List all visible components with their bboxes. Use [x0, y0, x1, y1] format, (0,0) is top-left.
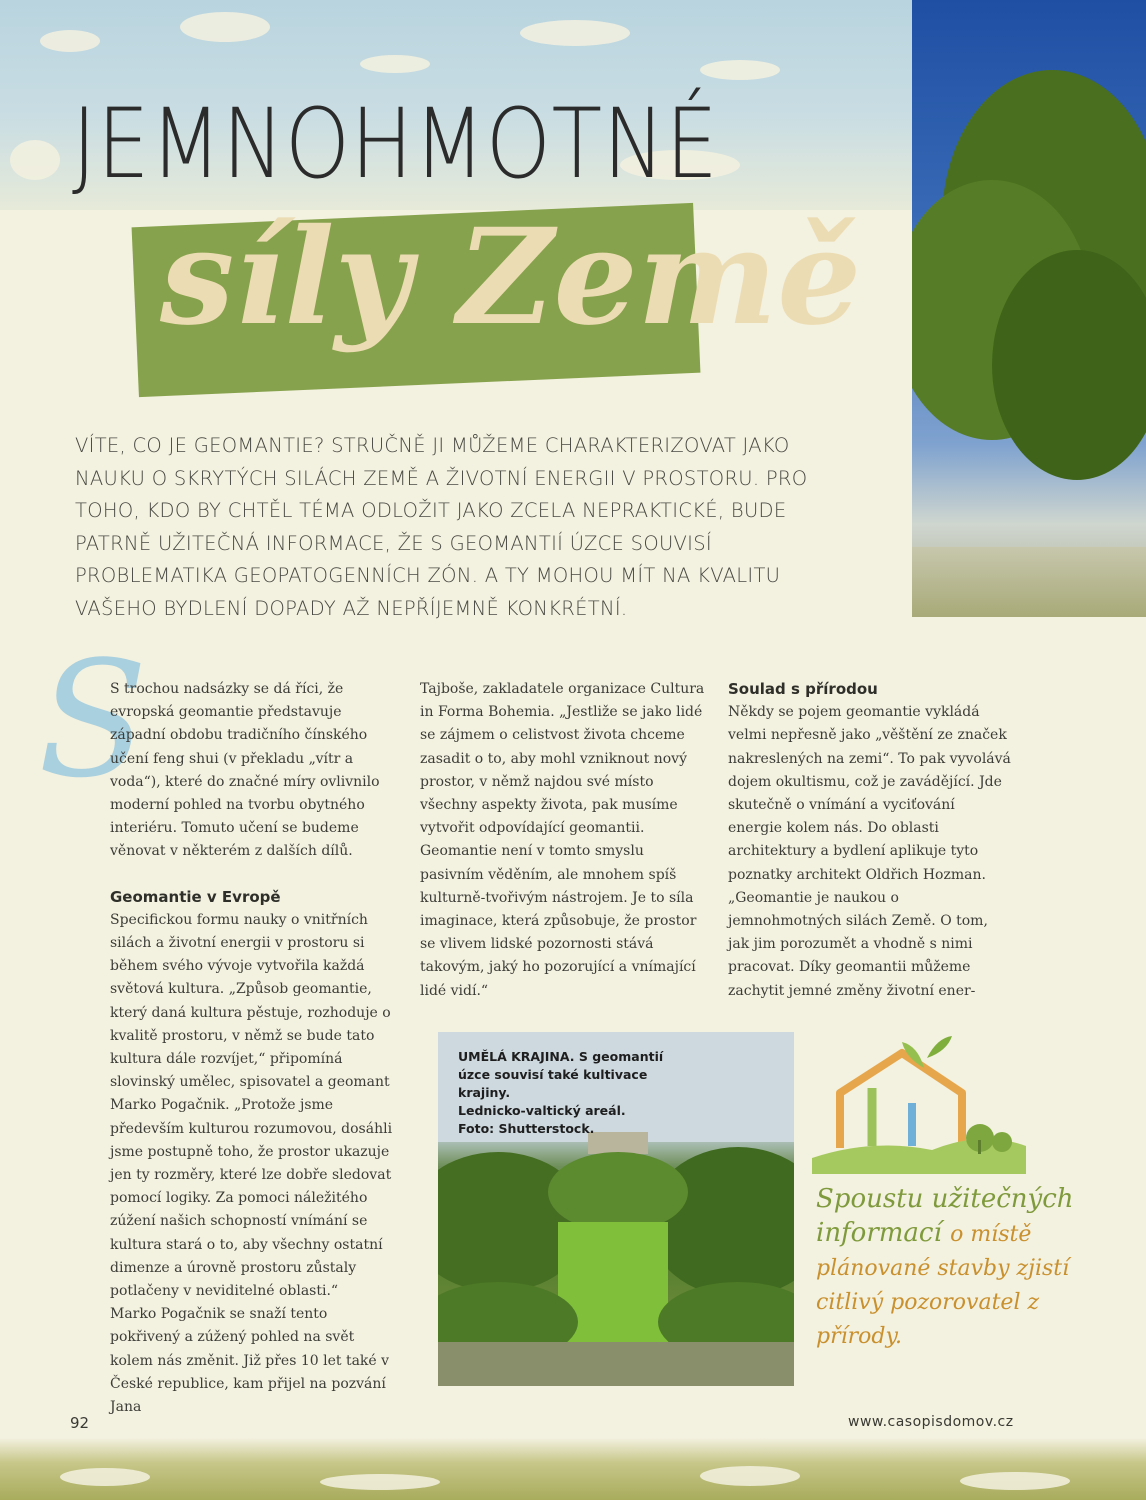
- house-icon: [812, 1028, 1026, 1174]
- speckle-decoration: [360, 55, 430, 73]
- intro-paragraph: S trochou nadsázky se dá říci, že evropská geomantie představuje západní obdobu tradičního čínského učení feng shui (v překladu „vítr a voda“), které do značné míry ovlivnilo moderní pohled na tvorbu obytného interiéru. Tomuto učení se budeme věnovat v některém z dalších dílů.: [110, 681, 380, 860]
- speckle-decoration: [10, 140, 60, 180]
- drop-cap-letter: S: [38, 626, 148, 813]
- tree-photo: [912, 0, 1146, 617]
- body-paragraph: Někdy se pojem geomantie vykládá velmi nepřesně jako „věštění ze značek nakreslených na zemi“. To pak vyvolává dojem okultismu, což je zavádějící. Jde skutečně o vnímání a vyciťování energie kolem nás. Do oblasti architektury a bydlení aplikuje tyto poznatky architekt Oldřich Hozman. „Geomantie je naukou o jemnohmotných silách Země. O tom, jak jim porozumět a vhodně s nimi pracovat. Díky geomantii můžeme zachytit jemné změny životní ener-: [728, 704, 1011, 999]
- caption-line: UMĚLÁ KRAJINA. S geomantií: [458, 1049, 664, 1064]
- body-paragraph: Marko Pogačnik se snaží tento pokřivený a zúžený pohled na svět kolem nás změnit. Již přes 10 let také v České republice, kam přijel na pozvání Jana: [110, 1306, 390, 1416]
- speckle-decoration: [40, 30, 100, 52]
- pull-quote-orange: o místě: [950, 1222, 1032, 1247]
- article-column-2: [420, 678, 706, 1003]
- speckle-decoration: [320, 1474, 440, 1490]
- speckle-decoration: [180, 12, 270, 42]
- section-heading-nature: Soulad s přírodou: [728, 680, 878, 698]
- speckle-decoration: [700, 1466, 800, 1486]
- article-column-3: [728, 678, 1013, 1003]
- headline-main: JEMNOHMOTNÉ: [72, 88, 719, 200]
- magazine-url: www.casopisdomov.cz: [848, 1414, 1014, 1430]
- section-heading-europe: Geomantie v Evropě: [110, 887, 281, 906]
- caption-line: Foto: Shutterstock.: [458, 1121, 595, 1136]
- pull-quote: [816, 1182, 1106, 1354]
- speckle-decoration: [520, 20, 630, 46]
- photo-ground: [912, 547, 1146, 617]
- caption-line: úzce souvisí také kultivace krajiny.: [458, 1067, 648, 1100]
- speckle-decoration: [960, 1472, 1070, 1490]
- headline-script: síly Země: [160, 200, 862, 355]
- article-column-1: [110, 678, 395, 1419]
- tree-crown-shape: [992, 250, 1146, 480]
- speckle-decoration: [60, 1468, 150, 1486]
- speckle-decoration: [700, 60, 780, 80]
- page-number: 92: [70, 1414, 90, 1432]
- lead-paragraph: VÍTE, CO JE GEOMANTIE? STRUČNĚ JI MŮŽEME CHARAKTERIZOVAT JAKO NAUKU O SKRYTÝCH SILÁCH ZEMĚ A ŽIVOTNÍ ENERGII V PROSTORU. PRO TOHO, KDO BY CHTĚL TÉMA ODLOŽIT JAKO ZCELA NEPRAKTICKÉ, BUDE PATRNĚ UŽITEČNÁ INFORMACE, ŽE S GEOMANTIÍ ÚZCE SOUVISÍ PROBLEMATIKA GEOPATOGENNÍCH ZÓN. A TY MOHOU MÍT NA KVALITU VAŠEHO BYDLENÍ DOPADY AŽ NEPŘÍJEMNĚ KONKRÉTNÍ.: [75, 434, 808, 620]
- pull-quote-orange: plánované stavby zjistí citlivý pozorovatel z přírody.: [816, 1256, 1070, 1349]
- caption-line: Lednicko-valtický areál.: [458, 1103, 626, 1118]
- body-paragraph: Tajboše, zakladatele organizace Cultura in Forma Bohemia. „Jestliže se jako lidé se zájmem o celistvost života chceme zasadit o to, aby mohl vzniknout nový prostor, v němž najdou své místo všechny aspekty života, pak musíme vytvořit odpovídající geomantii. Geomantie není v tomto smyslu pasivním věděním, ale mnohem spíš kulturně-tvořivým nástrojem. Je to síla imaginace, která způsobuje, že prostor se vlivem lidské pozornosti stává takovým, jaký ho pozorující a vnímající lidé vidí.“: [420, 681, 705, 999]
- pull-quote-green: Spoustu užitečných informací: [816, 1184, 1074, 1248]
- photo-caption: [458, 1048, 688, 1138]
- bottom-texture-band: [0, 1438, 1146, 1500]
- body-paragraph: Specifickou formu nauky o vnitřních silách a životní energii v prostoru si během svého vývoje vytvořila každá světová kultura. „Způsob geomantie, který daná kultura pěstuje, rozhoduje o kvalitě prostoru, v němž se bude tato kultura dále rozvíjet,“ připomíná slovinský umělec, spisovatel a geomant Marko Pogačnik. „Protože jsme především kulturou rozumovou, dosáhli jsme postupně toho, že prostor ukazuje jen ty rozměry, které lze dobře sledovat pomocí logiky. Za pomoci náležitého zúžení našich schopností vnímání se kultura stará o to, aby všechny ostatní dimenze a úrovně prostoru zůstaly potlačeny v neviditelné oblasti.“: [110, 911, 393, 1300]
